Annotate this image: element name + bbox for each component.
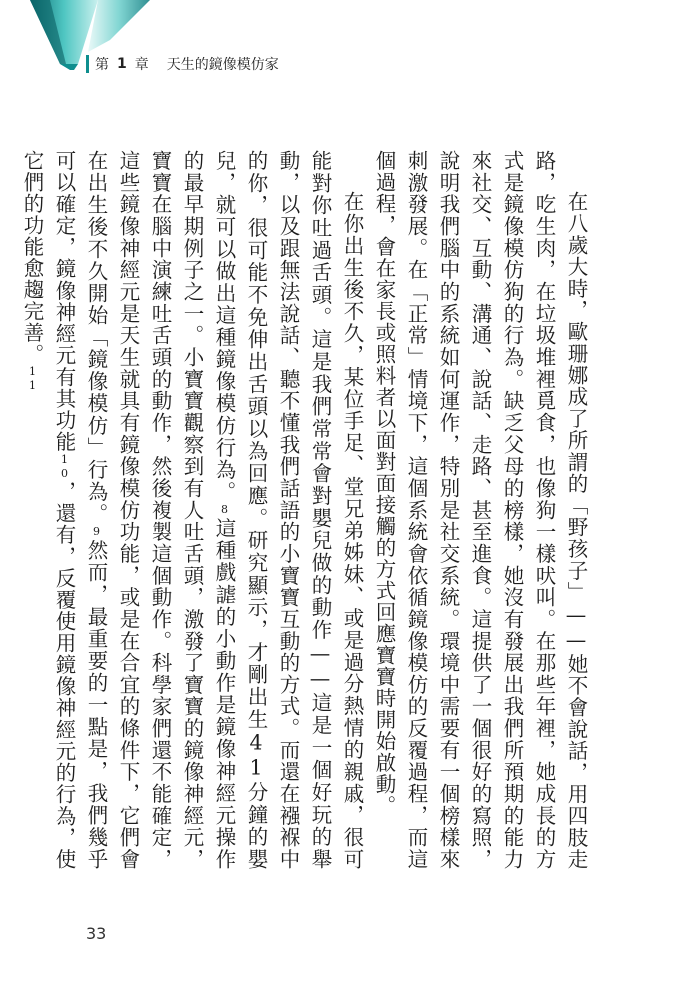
chapter-marker-bar [86, 55, 89, 73]
paragraph-2 [16, 150, 368, 870]
chapter-number: 1 [117, 56, 127, 72]
chapter-header [86, 54, 279, 74]
paragraph-2-text-b: 這種戲謔的小動作是鏡像神經元操作的最早期例子之一。小寶寶觀察到有人吐舌頭，激發了寶寶的鏡像神經元，寶寶在腦中演練吐舌頭的動作，然後複製這個動作。科學家們還不能確定，這些鏡像神經元是天生就具有鏡像模仿功能，或是在合宜的條件下，它們會在出生後不久開始「鏡像模仿」行為。 [84, 150, 236, 870]
chapter-suffix: 章 [134, 57, 149, 73]
body-text [20, 150, 592, 870]
paragraph-1 [368, 150, 592, 870]
paragraph-2-text-a: 在你出生後不久，某位手足、堂兄弟姊妹、或是過分熱情的親戚，很可能對你吐過舌頭。這是我們常常會對嬰兒做的動作——這是一個好玩的舉動，以及跟無法說話、聽不懂我們話語的小寶寶互動的方式。而還在襁褓中的你，很可能不免伸出舌頭以為回應。研究顯示，才剛出生41分鐘的嬰兒，就可以做出這種鏡像模仿行為。 [212, 150, 364, 870]
paragraph-2-text-c: 然而，最重要的一點是，我們幾乎可以確定，鏡像神經元有其功能 [52, 150, 108, 870]
footnote-ref-8: 8 [218, 503, 231, 517]
page-number: 33 [86, 924, 107, 943]
footnote-ref-9: 9 [90, 525, 103, 540]
chapter-title: 天生的鏡像模仿家 [166, 57, 279, 73]
footnote-ref-10: 10 [58, 452, 71, 481]
chapter-prefix: 第 [95, 57, 109, 73]
footnote-ref-11: 11 [26, 365, 39, 393]
paragraph-2-text-d: ，還有，反覆使用鏡像神經元的行為，使它們的功能愈趨完善。 [20, 150, 76, 870]
paragraph-1-text: 在八歲大時，歐珊娜成了所謂的「野孩子」——她不會說話，用四肢走路，吃生肉，在垃圾堆裡覓食，也像狗一樣吠叫。在那些年裡，她成長的方式是鏡像模仿狗的行為。缺乏父母的榜樣，她沒有發展出我們所預期的能力來社交、互動、溝通、說話、走路、甚至進食。這提供了一個很好的寫照，說明我們腦中的系統如何運作，特別是社交系統。環境中需要有一個榜樣來刺激發展。在「正常」情境下，這個系統會依循鏡像模仿的反覆過程，而這個過程，會在家長或照料者以面對面接觸的方式回應寶寶時開始啟動。 [372, 150, 588, 870]
